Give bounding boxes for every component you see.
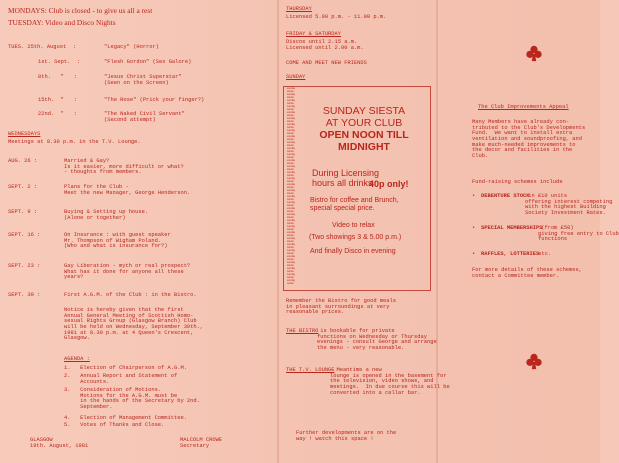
wednesdays-text: Meetings at 8.30 p.m. in the T.V. Lounge. [8,139,141,145]
strip-word: siesta [287,258,294,261]
strip-word: sunday [287,195,296,198]
strip-word: sunday [287,135,296,138]
strip-word: siesta [287,216,294,219]
schemes-intro: Fund-raising schemes include [472,179,563,185]
thursday-heading: THURSDAY [286,6,312,12]
strip-word: siesta [287,180,294,183]
tuesday-line: TUESDAY: Video and Disco Nights [8,18,116,27]
video-relax: Video to relax [332,222,375,229]
forty-pence: 40p only! [369,179,409,189]
two-showings: (Two showings 3 & 5.00 p.m.) [309,234,402,241]
bullet-text: in £10 units offering interest competing with the highest Building Society Investment Rates. [525,193,613,217]
signature-place-date: GLASGOW 19th. August, 1981 [30,437,89,449]
mondays-line: MONDAYS: Club is closed - to give us all a rest [8,6,153,15]
schedule-date: 22nd. " : [38,111,77,117]
thursday-text: Licensed 5.00 p.m. - 11.00 p.m. [286,14,387,20]
sunday-heading: SUNDAY [286,74,306,80]
strip-word: sunday [287,219,296,222]
strip-word: siesta [287,114,294,117]
strip-word: siesta [287,204,294,207]
strip-word: siesta [287,270,294,273]
meeting-date: SEPT. 30 : [8,292,41,298]
tv-lounge-text: Meantime a new lounge is opened in the basement for the television, video shows, and meetings. In due course this will be converted into a cellar bar. [330,367,450,396]
licensing-text: During Licensing hours all drinks [312,168,380,189]
strip-word: siesta [287,162,294,165]
strip-word: siesta [287,144,294,147]
bistro-special: Bistro for coffee and Brunch, special special price. [310,197,399,213]
strip-word: sunday [287,111,296,114]
schedule-film: "Legacy" (Horror) [104,44,159,50]
strip-word: siesta [287,192,294,195]
bullet-lead: DEBENTURE STOCK [481,193,530,199]
more-details: For more details of these schemes, contact a Committee member. [472,267,582,279]
club-suit-icon [525,352,543,370]
strip-word: sunday [287,243,296,246]
strip-word: siesta [287,246,294,249]
bullet-text: (from £50) giving free entry to Club functions [538,225,619,243]
strip-word: sunday [287,123,296,126]
strip-word: sunday [287,225,296,228]
siesta-title: SUNDAY SIESTA [322,105,406,117]
agenda-item: 3. Consideration of Motions. Motions for the A.G.M. must be in the hands of the Secretary by 2nd. September. [64,387,200,411]
strip-word: sunday [287,207,296,210]
agenda-item: 5. Votes of Thanks and Close. [64,422,165,428]
strip-word: sunday [287,183,296,186]
strip-word: siesta [287,234,294,237]
strip-word: siesta [287,156,294,159]
tv-lounge-heading: THE T.V. LOUNGE [286,367,335,373]
further-developments: Further developments are on the way ! watch this space ! [296,430,397,442]
strip-word: sunday [287,117,296,120]
bullet-lead: SPECIAL MEMBERSHIPS [481,225,543,231]
schedule-date: TUES. 25th. August : [8,44,76,50]
strip-word: siesta [287,228,294,231]
schedule-date: 15th. " : [38,97,77,103]
schedule-date: 8th. " : [38,74,77,80]
strip-word: siesta [287,102,294,105]
meeting-topic: On Insurance : with guest speaker Mr. Thompson of Wigham Poland. (Who and what is insurance for?) [64,232,171,250]
strip-word: sunday [287,177,296,180]
bullet-marker: • [472,193,476,199]
schedule-film: "Flesh Gordon" (Sex Galore) [104,59,192,65]
strip-word: sunday [287,201,296,204]
strip-word: siesta [287,264,294,267]
disco-evening: And finally Disco in evening [310,248,396,255]
meeting-date: SEPT. 9 : [8,209,38,215]
appeal-heading: The Club Improvements Appeal [478,104,569,110]
strip-word: siesta [287,138,294,141]
schedule-date: 1st. Sept. : [38,59,81,65]
meeting-topic: Married & Gay? Is it easier, more difficult or what? - thoughts from members. [64,158,184,176]
bullet-marker: • [472,251,476,257]
strip-word: siesta [287,186,294,189]
agenda-item: 4. Election of Management Committee. [64,415,187,421]
meeting-date: SEPT. 2 : [8,184,38,190]
strip-word: siesta [287,126,294,129]
bullet-marker: • [472,225,476,231]
strip-word: sunday [287,231,296,234]
fold-line [277,0,279,463]
agenda-item: 2. Annual Report and Statement of Accounts. [64,373,178,385]
strip-word: sunday [287,93,296,96]
strip-word: siesta [287,90,294,93]
sunday-siesta-strip [287,88,297,287]
club-suit-icon [525,44,543,62]
strip-word: sunday [287,261,296,264]
remember-bistro: Remember the Bistro for good meals in pleasant surroundings at very reasonable prices. [286,298,396,316]
strip-word: sunday [287,147,296,150]
meeting-topic: Plans for the Club - Meet the new Manager, George Henderson. [64,184,191,196]
strip-word: sunday [287,279,296,282]
strip-word: siesta [287,120,294,123]
strip-word: sunday [287,99,296,102]
meeting-topic: Buying & Setting up house. (Alone or together) [64,209,149,221]
strip-word: sunday [287,237,296,240]
strip-word: sunday [287,165,296,168]
signature-secretary: MALCOLM CROWE Secretary [180,437,223,449]
strip-word: sunday [287,255,296,258]
friday-saturday-heading: FRIDAY & SATURDAY [286,31,341,37]
strip-word: sunday [287,249,296,252]
strip-word: sunday [287,87,296,90]
strip-word: siesta [287,210,294,213]
siesta-subtitle: AT YOUR CLUB [325,117,403,129]
siesta-hours: OPEN NOON TILL MIDNIGHT [319,129,409,153]
bistro-heading: THE BISTRO [286,328,319,334]
strip-word: siesta [287,150,294,153]
strip-word: siesta [287,252,294,255]
strip-word: siesta [287,222,294,225]
strip-word: sunday [287,267,296,270]
strip-word: sunday [287,189,296,192]
strip-word: siesta [287,132,294,135]
strip-word: siesta [287,108,294,111]
wednesdays-heading: WEDNESDAYS [8,131,41,137]
schedule-film: "The Naked Civil Servant" (Second attempt) [104,111,185,123]
strip-word: sunday [287,153,296,156]
strip-word: siesta [287,240,294,243]
appeal-text: Many Members have already con- tributed to the Club's Developments Fund. We want to install extra ventilation and soundproofing, and make much-needed improvements to the decor and facilities in the Club. [472,119,586,160]
agm-notice: Notice is hereby given that the first Annual General Meeting of Scottish Homo- sexual Rights Group (Glasgow Branch) Club will be held on Wednesday, September 30th., 1981 at 8.30 p.m. at 4 Queen's Crescent, Glasgow. [64,307,204,342]
strip-word: siesta [287,168,294,171]
strip-word: siesta [287,174,294,177]
schedule-film: "Jesus Christ Superstar" (Seen on the Screen) [104,74,182,86]
bullet-lead: RAFFLES, LOTTERIES [481,251,540,257]
strip-word: siesta [287,276,294,279]
strip-word: sunday [287,129,296,132]
strip-word: sunday [287,273,296,276]
meeting-topic: Gay Liberation - myth or real prospect? What has it done for anyone all these years? [64,263,191,281]
strip-word: sunday [287,105,296,108]
strip-word: sunday [287,171,296,174]
bistro-text: is bookable for private functions on Wednesday or Thursday evenings - consult George and arrange the menu - very reasonable. [317,328,437,352]
strip-word: sunday [287,213,296,216]
meet-friends: COME AND MEET NEW FRIENDS [286,60,367,66]
agenda-heading: AGENDA : [64,356,90,362]
bullet-text: etc. [535,251,552,257]
strip-word: siesta [287,282,294,285]
schedule-film: "The Rose" (Prick your finger?) [104,97,205,103]
meeting-date: SEPT. 16 : [8,232,41,238]
agenda-item: 1. Election of Chairperson of A.G.M. [64,365,187,371]
strip-word: siesta [287,198,294,201]
strip-word: sunday [287,159,296,162]
meeting-date: SEPT. 23 : [8,263,41,269]
friday-saturday-text: Discos until 2.15 a.m. Licensed until 2.00 a.m. [286,39,364,51]
meeting-topic: First A.G.M. of the Club : in the Bistro. [64,292,197,298]
strip-word: sunday [287,141,296,144]
strip-word: siesta [287,96,294,99]
meeting-date: AUG. 26 : [8,158,38,164]
